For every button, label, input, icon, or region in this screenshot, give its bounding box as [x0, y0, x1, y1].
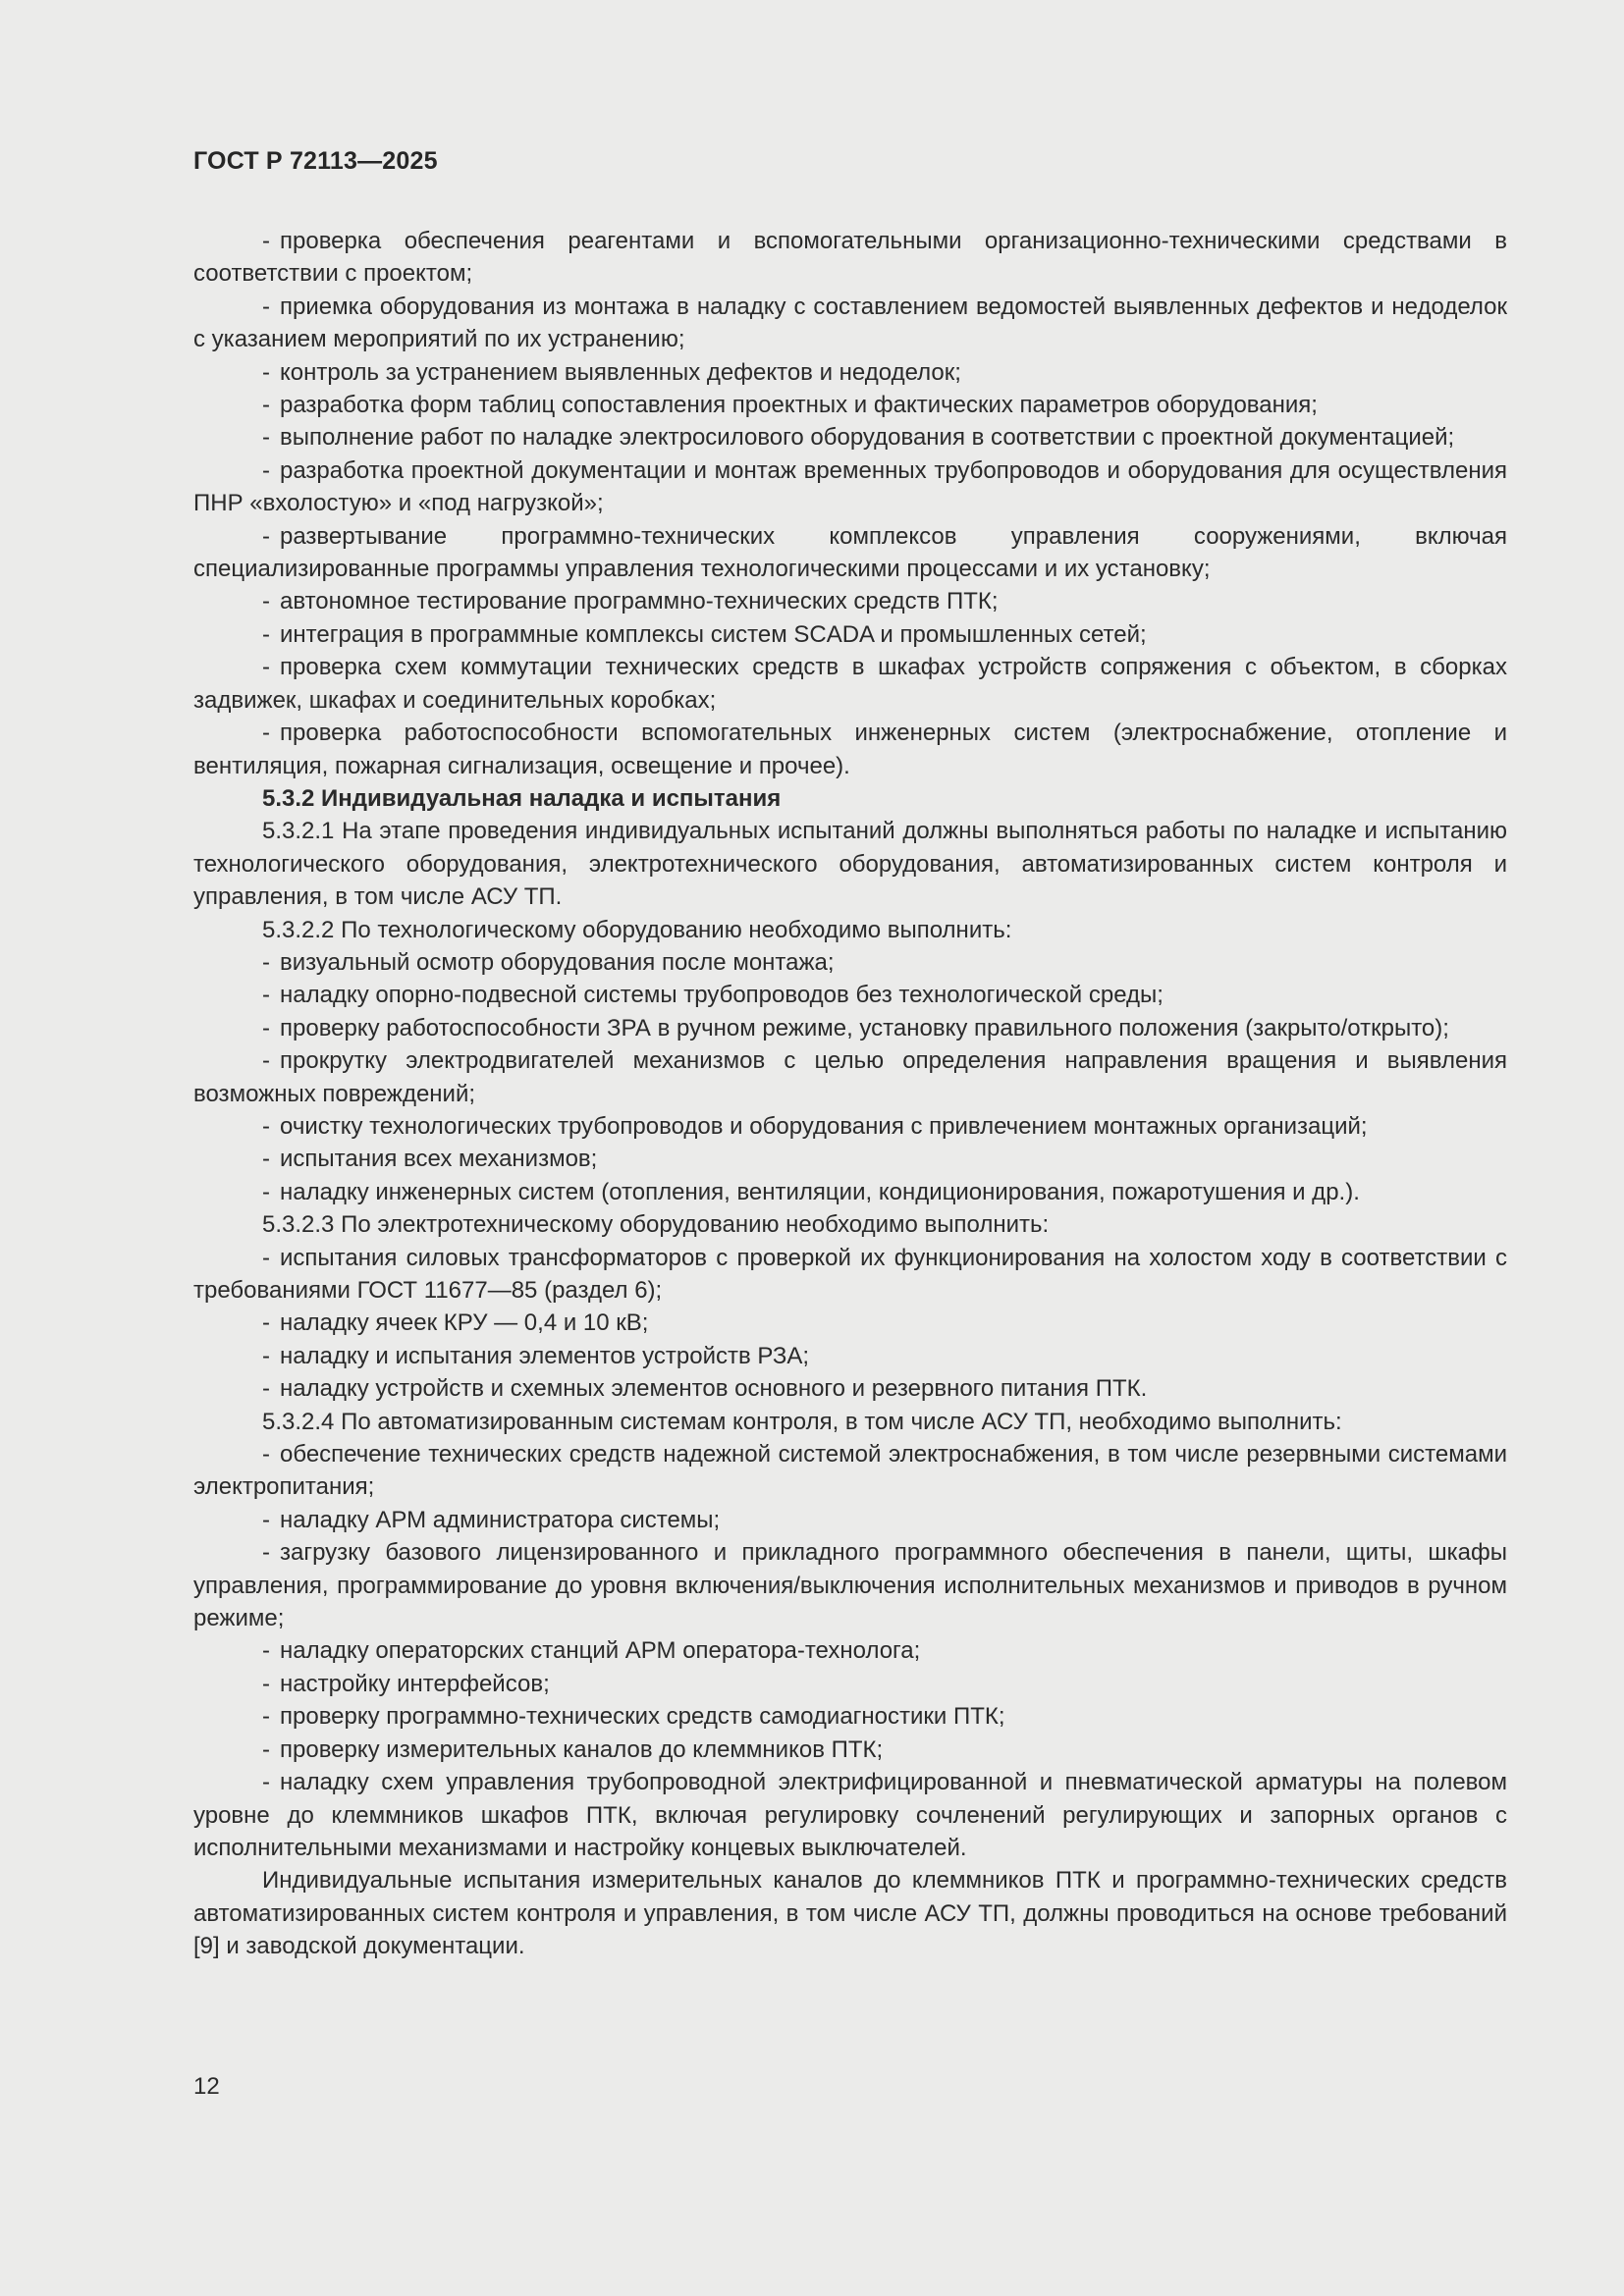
list-dash: -: [262, 720, 270, 747]
list-item: [193, 291, 1507, 356]
paragraph-text: 5.3.2.1 На этапе проведения индивидуальных испытаний должны выполняться работы по наладке и испытанию технологического оборудования, электротехнического оборудования, автоматизированных систем контроля и управления, в том числе АСУ ТП.: [193, 818, 1507, 911]
list-item: [193, 1766, 1507, 1864]
list-dash: -: [262, 620, 270, 648]
list-dash: -: [262, 1244, 270, 1271]
list-item: [193, 1438, 1507, 1504]
list-dash: -: [262, 1539, 270, 1567]
list-dash: -: [262, 1637, 270, 1665]
list-item: [193, 225, 1507, 291]
list-item: [193, 651, 1507, 717]
paragraph-text: наладку ячеек КРУ — 0,4 и 10 кВ;: [280, 1309, 649, 1337]
paragraph-text: автономное тестирование программно-технических средств ПТК;: [280, 588, 999, 615]
document-header: ГОСТ Р 72113—2025: [193, 147, 438, 175]
list-item: [193, 585, 1507, 617]
list-item: [193, 1307, 1507, 1339]
list-item: [193, 618, 1507, 651]
paragraph-text: 5.3.2.3 По электротехническому оборудованию необходимо выполнить:: [262, 1211, 1050, 1239]
list-item: [193, 1340, 1507, 1372]
list-item: [193, 1634, 1507, 1667]
paragraph-text: проверку программно-технических средств самодиагностики ПТК;: [280, 1703, 1005, 1731]
list-item: [193, 1012, 1507, 1044]
list-item: [193, 1044, 1507, 1110]
list-dash: -: [262, 228, 270, 254]
paragraph-text: настройку интерфейсов;: [280, 1670, 550, 1697]
list-dash: -: [262, 1441, 270, 1468]
list-dash: -: [262, 1506, 270, 1533]
list-item: [193, 520, 1507, 586]
paragraph-text: очистку технологических трубопроводов и оборудования с привлечением монтажных организаций;: [280, 1112, 1368, 1140]
list-dash: -: [262, 424, 270, 452]
paragraph-text: контроль за устранением выявленных дефектов и недоделок;: [280, 358, 961, 386]
list-item: [193, 1700, 1507, 1733]
list-item: [193, 1242, 1507, 1308]
list-item: [193, 1110, 1507, 1143]
list-dash: -: [262, 982, 270, 1009]
paragraph-text: разработка форм таблиц сопоставления проектных и фактических параметров оборудования;: [280, 392, 1318, 419]
body-paragraph: [193, 914, 1507, 946]
paragraph-text: выполнение работ по наладке электросилового оборудования в соответствии с проектной документацией;: [280, 424, 1455, 452]
list-item: [193, 1176, 1507, 1208]
paragraph-text: проверку измерительных каналов до клеммников ПТК;: [280, 1735, 884, 1763]
list-item: [193, 1668, 1507, 1700]
list-dash: -: [262, 1112, 270, 1140]
list-dash: -: [262, 948, 270, 976]
section-heading: [193, 782, 1507, 815]
paragraph-text: Индивидуальные испытания измерительных каналов до клеммников ПТК и программно-технических средств автоматизированных систем контроля и управления, в том числе АСУ ТП, должны проводиться на основе требований [9] и заводской документации.: [193, 1867, 1507, 1960]
list-dash: -: [262, 1375, 270, 1403]
paragraph-text: наладку устройств и схемных элементов основного и резервного питания ПТК.: [280, 1375, 1148, 1403]
paragraph-text: загрузку базового лицензированного и прикладного программного обеспечения в панели, щиты, шкафы управления, программирование до уровня включения/выключения исполнительных механизмов и приводов в ручном режиме;: [193, 1539, 1507, 1632]
body-paragraph: [193, 815, 1507, 913]
list-item: [193, 1536, 1507, 1634]
list-item: [193, 454, 1507, 520]
paragraph-text: развертывание программно-технических комплексов управления сооружениями, включая специализированные программы управления технологическими процессами и их установку;: [193, 522, 1507, 583]
paragraph-text: визуальный осмотр оборудования после монтажа;: [280, 948, 835, 976]
paragraph-text: испытания силовых трансформаторов с проверкой их функционирования на холостом ходу в соответствии с требованиями ГОСТ 11677—85 (раздел 6);: [193, 1244, 1507, 1304]
list-item: [193, 1504, 1507, 1536]
list-dash: -: [262, 522, 270, 550]
paragraph-text: наладку АРМ администратора системы;: [280, 1506, 721, 1533]
paragraph-text: 5.3.2 Индивидуальная наладка и испытания: [262, 784, 782, 812]
paragraph-text: прокрутку электродвигателей механизмов с целью определения направления вращения и выявления возможных повреждений;: [193, 1047, 1507, 1107]
list-dash: -: [262, 456, 270, 484]
paragraph-text: наладку схем управления трубопроводной электрифицированной и пневматической арматуры на полевом уровне до клеммников шкафов ПТК, включая регулировку сочленений регулирующих и запорных органов с исполнительными механизмами и настройку концевых выключателей.: [193, 1769, 1507, 1861]
list-dash: -: [262, 1047, 270, 1075]
list-item: [193, 946, 1507, 979]
list-item: [193, 1143, 1507, 1175]
list-item: [193, 717, 1507, 782]
paragraph-text: проверка работоспособности вспомогательных инженерных систем (электроснабжение, отопление и вентиляция, пожарная сигнализация, освещение и прочее).: [193, 720, 1507, 779]
list-item: [193, 979, 1507, 1011]
list-dash: -: [262, 358, 270, 386]
paragraph-text: испытания всех механизмов;: [280, 1146, 598, 1173]
list-item: [193, 389, 1507, 421]
paragraph-text: проверка обеспечения реагентами и вспомогательными организационно-техническими средствами в соответствии с проектом;: [193, 228, 1507, 288]
list-dash: -: [262, 654, 270, 681]
document-body: [193, 225, 1507, 1963]
paragraph-text: наладку инженерных систем (отопления, вентиляции, кондиционирования, пожаротушения и др.).: [280, 1178, 1360, 1205]
list-item: [193, 356, 1507, 389]
list-item: [193, 1734, 1507, 1766]
paragraph-text: приемка оборудования из монтажа в наладку с составлением ведомостей выявленных дефектов и недоделок с указанием мероприятий по их устранению;: [193, 293, 1507, 353]
list-dash: -: [262, 392, 270, 419]
list-item: [193, 421, 1507, 454]
paragraph-text: разработка проектной документации и монтаж временных трубопроводов и оборудования для осуществления ПНР «вхолостую» и «под нагрузкой»;: [193, 456, 1507, 517]
paragraph-text: наладку опорно-подвесной системы трубопроводов без технологической среды;: [280, 982, 1164, 1009]
list-dash: -: [262, 1014, 270, 1041]
paragraph-text: наладку и испытания элементов устройств РЗА;: [280, 1342, 810, 1369]
list-dash: -: [262, 1703, 270, 1731]
body-paragraph: [193, 1208, 1507, 1241]
paragraph-text: 5.3.2.2 По технологическому оборудованию необходимо выполнить:: [262, 916, 1012, 943]
paragraph-text: интеграция в программные комплексы систем SCADA и промышленных сетей;: [280, 620, 1147, 648]
body-paragraph: [193, 1864, 1507, 1962]
paragraph-text: проверку работоспособности ЗРА в ручном режиме, установку правильного положения (закрыто/открыто);: [280, 1014, 1449, 1041]
body-paragraph: [193, 1406, 1507, 1438]
list-dash: -: [262, 1178, 270, 1205]
list-dash: -: [262, 1309, 270, 1337]
list-dash: -: [262, 293, 270, 320]
page-number: 12: [193, 2073, 220, 2100]
paragraph-text: обеспечение технических средств надежной системой электроснабжения, в том числе резервными системами электропитания;: [193, 1441, 1507, 1501]
paragraph-text: проверка схем коммутации технических средств в шкафах устройств сопряжения с объектом, в сборках задвижек, шкафах и соединительных коробках;: [193, 654, 1507, 714]
list-dash: -: [262, 1342, 270, 1369]
paragraph-text: 5.3.2.4 По автоматизированным системам контроля, в том числе АСУ ТП, необходимо выполнить:: [262, 1408, 1342, 1435]
list-dash: -: [262, 1146, 270, 1173]
list-dash: -: [262, 588, 270, 615]
list-dash: -: [262, 1769, 270, 1796]
list-dash: -: [262, 1670, 270, 1697]
paragraph-text: наладку операторских станций АРМ оператора-технолога;: [280, 1637, 921, 1665]
list-item: [193, 1372, 1507, 1405]
list-dash: -: [262, 1735, 270, 1763]
